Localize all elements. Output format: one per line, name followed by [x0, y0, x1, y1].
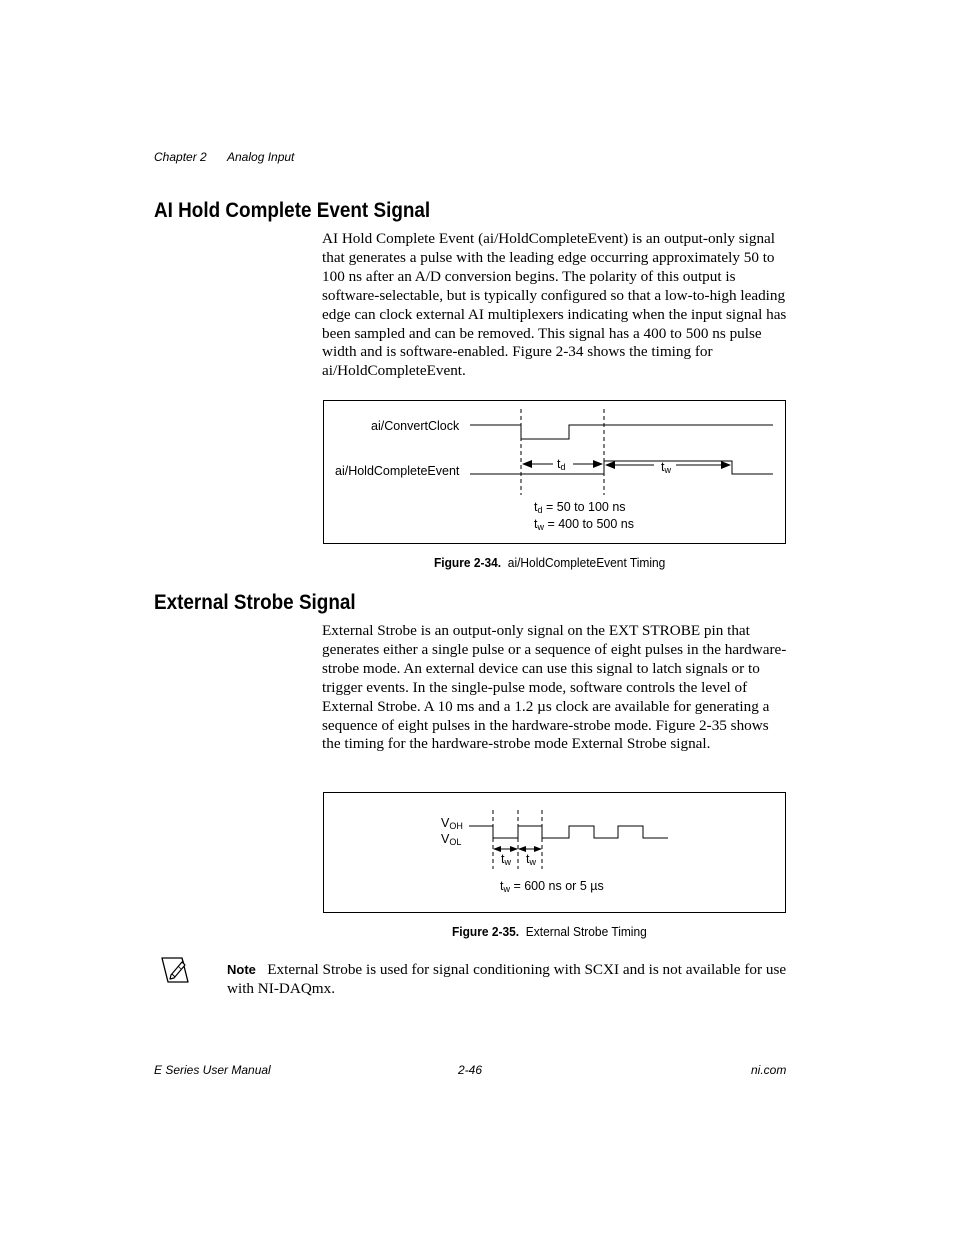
- section-body-external-strobe: External Strobe is an output-only signal on the EXT STROBE pin that generates either a single pulse or a sequence of eight pulses in the hardware-strobe mode. An external device can use this signal to latch signals or to trigger events. In the single-pulse mode, software controls the level of External Strobe. A 10 ms and a 1.2 µs clock are available for generating a sequence of eight pulses in the hardware-strobe mode. Figure 2-35 shows the timing for the hardware-strobe mode External Strobe signal.: [322, 622, 787, 753]
- waveform-convert-clock: [470, 425, 773, 439]
- label-hold-complete-event: ai/HoldCompleteEvent: [335, 464, 460, 478]
- footer-website: ni.com: [751, 1063, 787, 1077]
- note-text: External Strobe is used for signal conditioning with SCXI and is not available for use with NI-DAQmx.: [227, 961, 787, 997]
- note-tw-value: $t_w = 600$ ns or 5 µs: [500, 879, 604, 894]
- section-body-hold-complete: AI Hold Complete Event (ai/HoldCompleteEvent) is an output-only signal that generates a pulse with the leading edge occurring approximately 50 to 100 ns after an A/D conversion begins. The polarity of this output is software-selectable, but is typically configured so that a low-to-high leading edge can clock external AI multiplexers indicating when the input signal has been sampled and can be removed. This signal has a 400 to 500 ns pulse width and is software-enabled. Figure 2-34 shows the timing for ai/HoldCompleteEvent.: [322, 230, 787, 380]
- note-td-range: $t_d = 50$ to 100 ns: [534, 500, 626, 515]
- label-tw-1: $t_w$: [501, 852, 511, 867]
- running-header-chapter: Chapter 2: [154, 150, 207, 164]
- label-convert-clock: ai/ConvertClock: [371, 419, 460, 433]
- timing-diagram-external-strobe: [324, 793, 787, 914]
- running-header-section: Analog Input: [227, 150, 295, 164]
- label-td: $t_d$: [557, 457, 566, 472]
- figure-2-35-box: [323, 792, 786, 913]
- note-label: Note: [227, 962, 256, 977]
- note-paragraph: [227, 961, 787, 999]
- note-tw-range: $t_w = 400$ to 500 ns: [534, 517, 634, 532]
- label-voh: $V_{OH}$: [441, 816, 463, 831]
- label-tw-2: $t_w$: [526, 852, 536, 867]
- waveform-hold-complete: [470, 461, 773, 474]
- figure-2-34-box: [323, 400, 786, 544]
- section-heading-external-strobe: External Strobe Signal: [154, 591, 356, 614]
- label-tw: $t_w$: [661, 460, 671, 475]
- figure-2-35-caption: Figure 2-35. External Strobe Timing: [452, 924, 647, 939]
- footer-page-number: 2-46: [458, 1063, 483, 1077]
- label-vol: $V_{OL}$: [441, 832, 462, 847]
- figure-2-34-caption: Figure 2-34. ai/HoldCompleteEvent Timing: [434, 555, 666, 570]
- note-pen-icon: [158, 955, 192, 985]
- footer-manual-title: E Series User Manual: [154, 1063, 271, 1077]
- waveform-external-strobe: [469, 826, 668, 838]
- section-heading-hold-complete: AI Hold Complete Event Signal: [154, 199, 431, 222]
